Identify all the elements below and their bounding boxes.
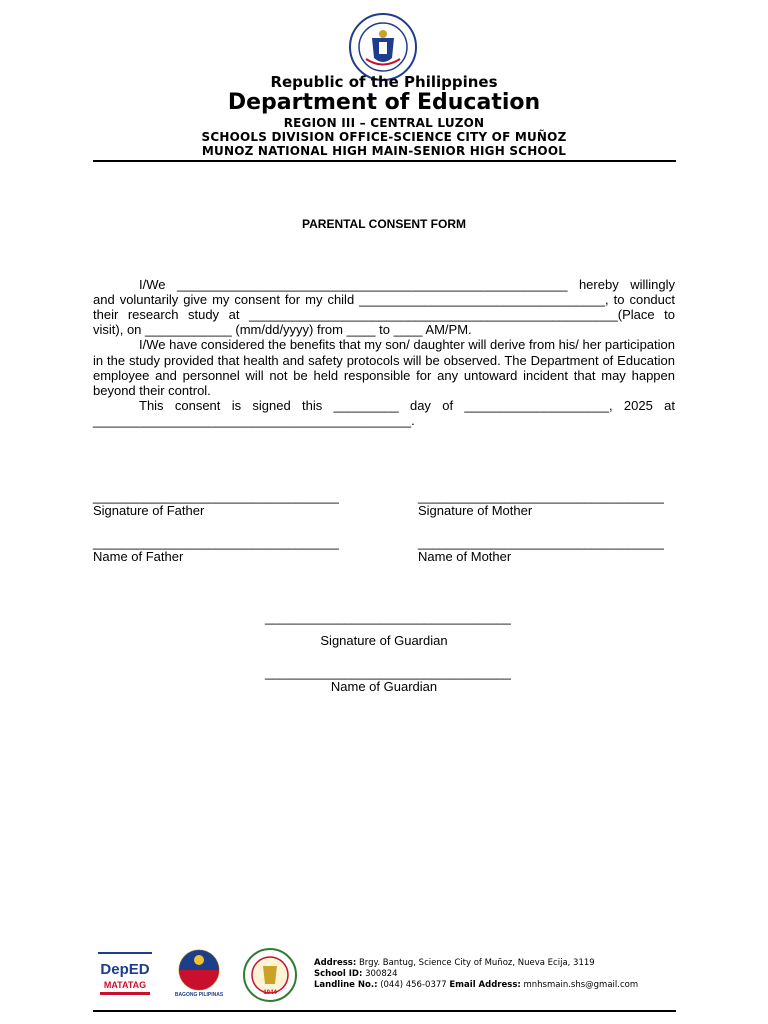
footer-address-row (314, 958, 638, 969)
deped-logo-text: DepED (100, 961, 150, 978)
bagong-pilipinas-text: BAGONG PILIPINAS (174, 992, 224, 998)
footer-contact-info (314, 958, 638, 991)
guardian-name-line: __________________________________ (265, 665, 511, 680)
footer-address-value: Brgy. Bantug, Science City of Muñoz, Nueva Ecija, 3119 (358, 958, 595, 968)
footer-email-value: mnhsmain.shs@gmail.com (523, 980, 639, 990)
header-divider (93, 160, 676, 162)
form-title: PARENTAL CONSENT FORM (302, 217, 466, 231)
guardian-signature-label: Signature of Guardian (320, 633, 448, 648)
consent-line-1: I/We ______________________________________________________ hereby willingly (139, 277, 675, 292)
footer-landline-value: (044) 456-0377 (380, 980, 447, 990)
matatag-logo-text: MATATAG (103, 980, 147, 990)
guardian-signature-line: __________________________________ (265, 610, 511, 625)
header-republic: Republic of the Philippines (270, 73, 498, 91)
mother-signature-label: Signature of Mother (418, 503, 533, 518)
consent-line-8: beyond their control. (93, 383, 211, 398)
deped-seal-icon (348, 12, 418, 82)
father-signature-line: __________________________________ (93, 489, 339, 504)
consent-line-4: visit), on ____________ (mm/dd/yyyy) from ____ to ____ AM/PM. (93, 322, 472, 337)
footer-landline-label: Landline No.: (314, 980, 378, 990)
deped-matatag-logo-icon (96, 952, 154, 998)
consent-line-6: in the study provided that health and safety protocols will be observed. The Department of Education (93, 353, 675, 368)
footer-address-label: Address: (314, 958, 357, 968)
father-name-label: Name of Father (93, 549, 184, 564)
footer-email-label: Email Address: (449, 980, 521, 990)
footer-divider (93, 1010, 676, 1012)
footer-school-id-row (314, 969, 638, 980)
consent-line-7: employee and personnel will not be held responsible for any untoward incident that may happen (93, 368, 675, 383)
header-department: Department of Education (227, 90, 541, 115)
guardian-name-label: Name of Guardian (330, 679, 438, 694)
consent-line-10: ____________________________________________. (93, 413, 415, 428)
consent-line-9: This consent is signed this _________ day of ____________________, 2025 at (139, 398, 675, 413)
father-signature-label: Signature of Father (93, 503, 205, 518)
father-name-line: __________________________________ (93, 535, 339, 550)
school-seal-icon (241, 948, 299, 1002)
consent-line-5: I/We have considered the benefits that my son/ daughter will derive from his/ her participation (139, 337, 675, 352)
header-division: SCHOOLS DIVISION OFFICE-SCIENCE CITY OF MUÑOZ (201, 130, 567, 144)
bagong-pilipinas-logo-icon (170, 948, 228, 998)
footer-contact-row (314, 980, 638, 991)
header-school: MUNOZ NATIONAL HIGH MAIN-SENIOR HIGH SCHOOL (201, 144, 567, 158)
mother-name-label: Name of Mother (418, 549, 512, 564)
school-seal-year: 1944 (263, 990, 277, 996)
consent-line-2: and voluntarily give my consent for my child __________________________________, to conduct (93, 292, 675, 307)
consent-line-3: their research study at ___________________________________________________(Place to (93, 307, 675, 322)
footer-school-id-value: 300824 (365, 969, 398, 979)
mother-signature-line: __________________________________ (418, 489, 664, 504)
mother-name-line: __________________________________ (418, 535, 664, 550)
header-region: REGION III – CENTRAL LUZON (283, 116, 485, 130)
footer-school-id-label: School ID: (314, 969, 363, 979)
